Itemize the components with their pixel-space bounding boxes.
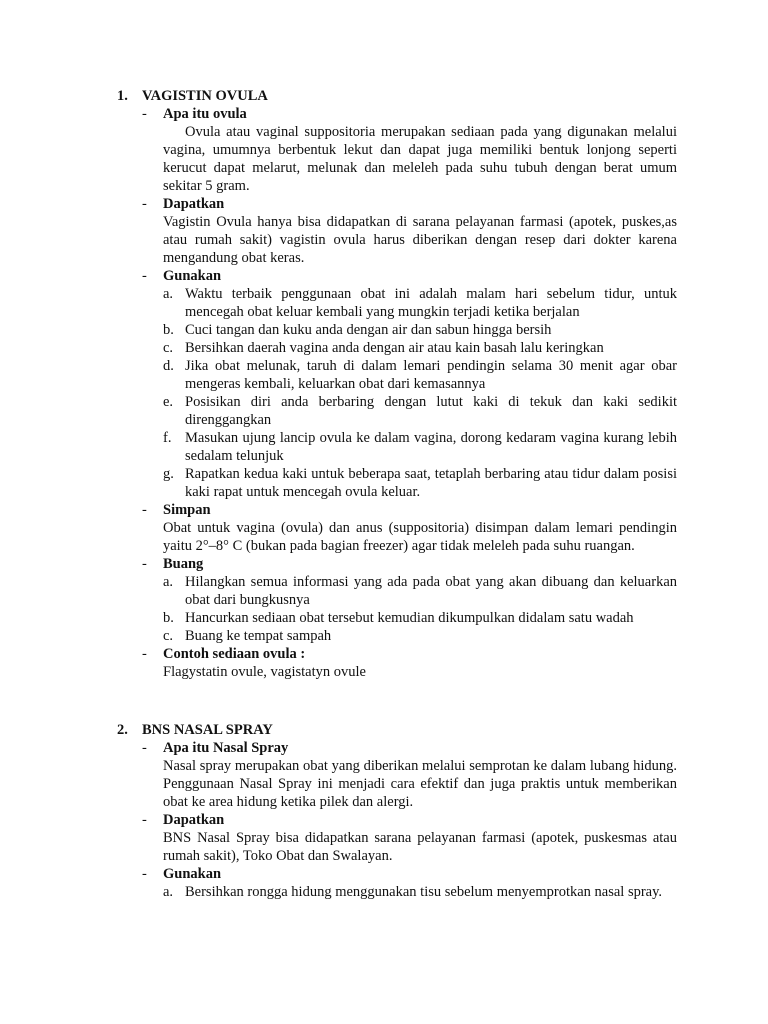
subsection-dapatkan (117, 195, 677, 267)
list-item (163, 429, 677, 465)
subsection-heading: Apa itu Nasal Spray (163, 740, 289, 756)
list-item-label: f. (163, 430, 172, 446)
list-item-label: g. (163, 466, 174, 482)
bullet-dash: - (142, 268, 147, 284)
section-vagistin-ovula (117, 87, 677, 681)
list-item-text: Buang ke tempat sampah (185, 628, 332, 644)
list-item-label: c. (163, 628, 174, 644)
step-list (163, 573, 677, 645)
section-title (117, 87, 677, 105)
bullet-dash: - (142, 740, 147, 756)
list-item (163, 627, 677, 645)
section-title (117, 721, 677, 739)
subsection-buang (117, 555, 677, 645)
list-item-label: d. (163, 358, 174, 374)
subsection-heading: Contoh sediaan ovula : (163, 646, 306, 662)
subsection-gunakan (117, 267, 677, 501)
list-item-label: a. (163, 574, 174, 590)
subsection-heading: Apa itu ovula (163, 106, 247, 122)
subsection-heading: Dapatkan (163, 812, 225, 828)
list-item-label: a. (163, 286, 174, 302)
list-item-text: Hilangkan semua informasi yang ada pada obat yang akan dibuang dan keluarkan obat dari bungkusnya (185, 574, 677, 608)
list-item-label: a. (163, 884, 174, 900)
list-item-text: Rapatkan kedua kaki untuk beberapa saat, tetaplah berbaring atau tidur dalam posisi kaki rapat untuk mencegah ovula keluar. (185, 466, 677, 500)
bullet-dash: - (142, 646, 147, 662)
list-item-text: Bersihkan rongga hidung menggunakan tisu sebelum menyemprotkan nasal spray. (185, 884, 663, 900)
bullet-dash: - (142, 866, 147, 882)
list-item-text: Jika obat melunak, taruh di dalam lemari pendingin selama 30 menit agar obar mengeras kembali, keluarkan obat dari kemasannya (185, 358, 677, 392)
section-number: 2. (117, 722, 128, 738)
list-item (163, 883, 677, 901)
subsection-gunakan (117, 865, 677, 901)
step-list (163, 285, 677, 501)
list-item (163, 465, 677, 501)
subsection-heading: Buang (163, 556, 204, 572)
bullet-dash: - (142, 812, 147, 828)
paragraph: Vagistin Ovula hanya bisa didapatkan di sarana pelayanan farmasi (apotek, puskes,as atau rumah sakit) vagistin ovula harus diberikan dengan resep dari dokter karena mengandung obat keras. (163, 214, 677, 266)
list-item (163, 357, 677, 393)
bullet-dash: - (142, 106, 147, 122)
subsection-dapatkan (117, 811, 677, 865)
bullet-dash: - (142, 196, 147, 212)
list-item-text: Hancurkan sediaan obat tersebut kemudian dikumpulkan didalam satu wadah (185, 610, 634, 626)
list-item-text: Masukan ujung lancip ovula ke dalam vagina, dorong kedaram vagina kurang lebih sedalam telunjuk (185, 430, 677, 464)
subsection-contoh-sediaan (117, 645, 677, 681)
subsection-heading: Gunakan (163, 866, 222, 882)
list-item-label: b. (163, 322, 174, 338)
list-item-text: Waktu terbaik penggunaan obat ini adalah malam hari sebelum tidur, untuk mencegah obat keluar kembali yang mungkin terjadi ketika berjalan (185, 286, 677, 320)
list-item-text: Cuci tangan dan kuku anda dengan air dan sabun hingga bersih (185, 322, 552, 338)
paragraph: Flagystatin ovule, vagistatyn ovule (163, 664, 366, 680)
section-bns-nasal-spray (117, 721, 677, 901)
section-number: 1. (117, 88, 128, 104)
list-item-text: Bersihkan daerah vagina anda dengan air atau kain basah lalu keringkan (185, 340, 604, 356)
section-title-text: VAGISTIN OVULA (142, 88, 268, 104)
list-item (163, 321, 677, 339)
list-item (163, 573, 677, 609)
subsection-simpan (117, 501, 677, 555)
list-item-text: Posisikan diri anda berbaring dengan lutut kaki di tekuk dan kaki sedikit direnggangkan (185, 394, 677, 428)
paragraph: BNS Nasal Spray bisa didapatkan sarana pelayanan farmasi (apotek, puskesmas atau rumah sakit), Toko Obat dan Swalayan. (163, 830, 677, 864)
list-item-label: b. (163, 610, 174, 626)
list-item-label: e. (163, 394, 174, 410)
bullet-dash: - (142, 502, 147, 518)
subsection-heading: Simpan (163, 502, 211, 518)
subsection-heading: Gunakan (163, 268, 222, 284)
list-item (163, 285, 677, 321)
list-item (163, 339, 677, 357)
paragraph: Obat untuk vagina (ovula) dan anus (suppositoria) disimpan dalam lemari pendingin yaitu 2°–8° C (bukan pada bagian freezer) agar tidak meleleh pada suhu ruangan. (163, 520, 677, 554)
step-list (163, 883, 677, 901)
paragraph: Nasal spray merupakan obat yang diberikan melalui semprotan ke dalam lubang hidung. Penggunaan Nasal Spray ini menjadi cara efektif dan juga praktis untuk memberikan obat ke area hidung ketika pilek dan alergi. (163, 758, 677, 810)
list-item (163, 609, 677, 627)
paragraph: Ovula atau vaginal suppositoria merupakan sediaan pada yang digunakan melalui vagina, umumnya berbentuk lekut dan dapat juga memiliki bentuk lonjong seperti kerucut dapat melarut, melunak dan meleleh pada suhu tubuh dengan berat umum sekitar 5 gram. (163, 124, 677, 194)
subsection-heading: Dapatkan (163, 196, 225, 212)
subsection-apa-itu-ovula (117, 105, 677, 195)
subsection-apa-itu-nasal-spray (117, 739, 677, 811)
list-item-label: c. (163, 340, 174, 356)
section-title-text: BNS NASAL SPRAY (142, 722, 273, 738)
bullet-dash: - (142, 556, 147, 572)
list-item (163, 393, 677, 429)
